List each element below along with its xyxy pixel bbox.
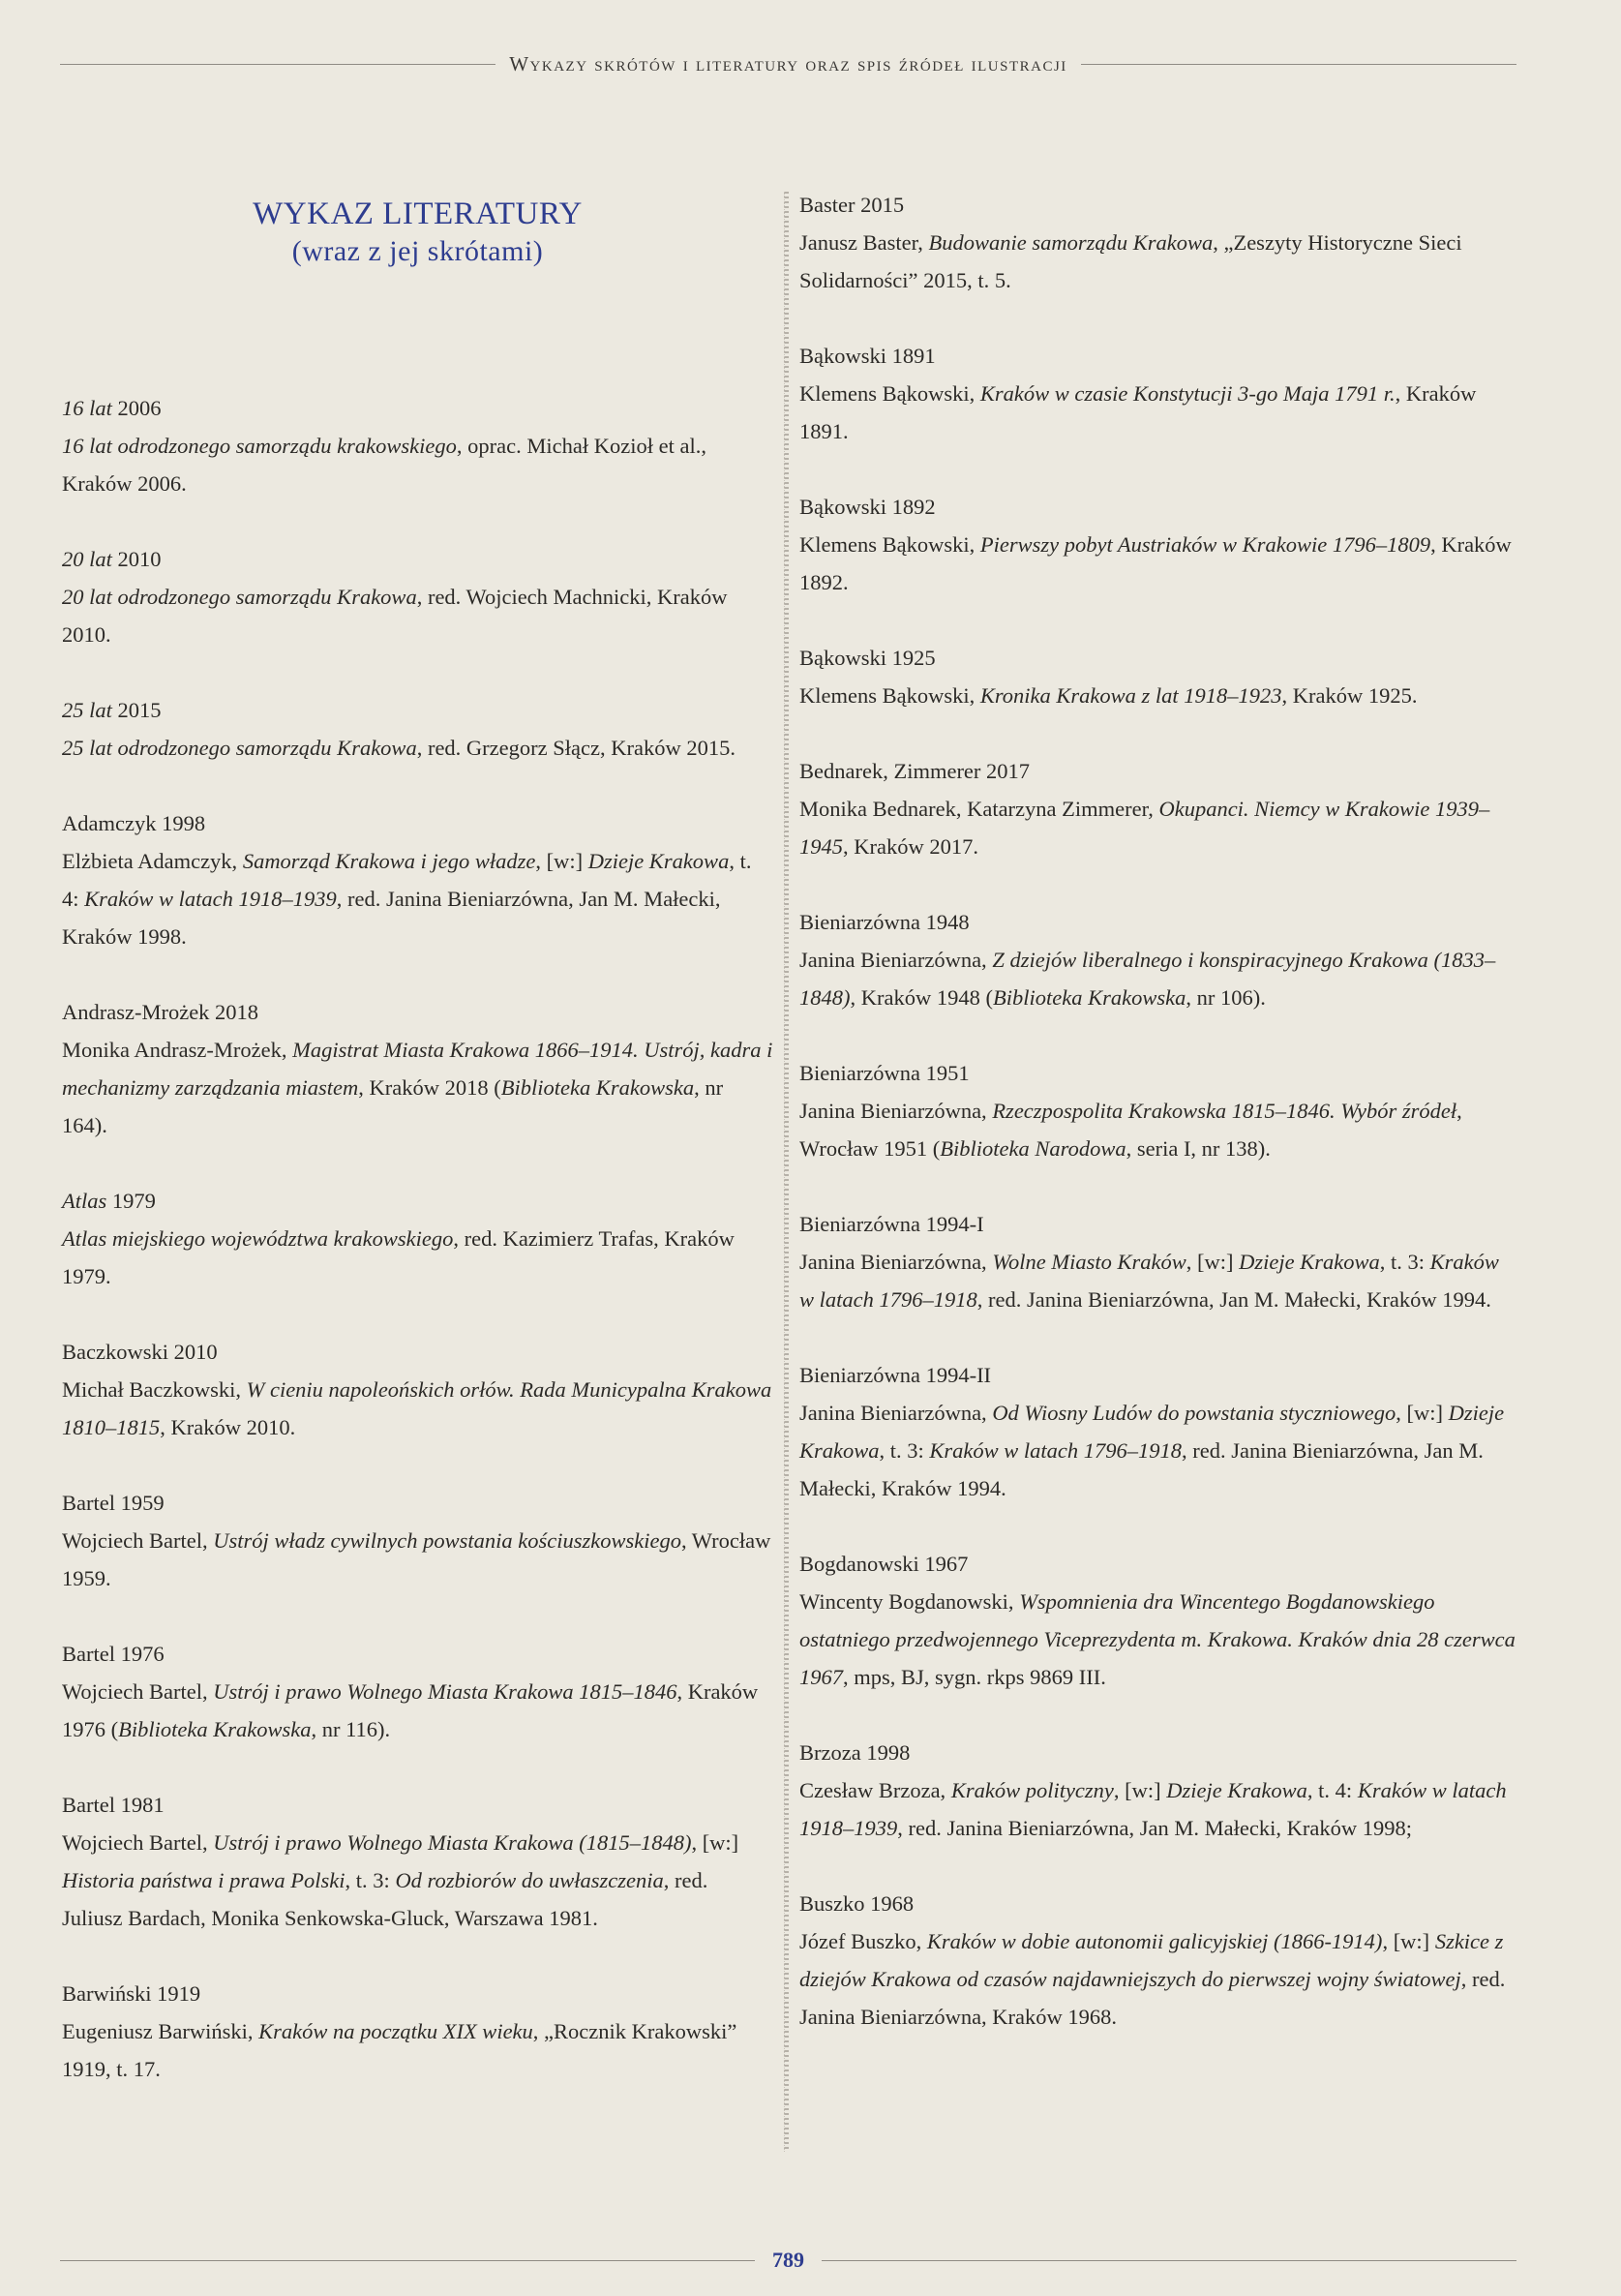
footer-rule-right [822, 2260, 1516, 2261]
running-head-text: Wykazy skrótów i literatury oraz spis źródeł ilustracji [509, 52, 1067, 76]
bibliography-entry [62, 691, 773, 767]
text-segment: , [w:] [1382, 1929, 1435, 1953]
text-segment: , red. Kazimierz Trafas, Kraków 1979. [62, 1226, 735, 1288]
entry-reference [799, 1583, 1516, 1696]
entry-abbreviation [799, 1054, 1516, 1092]
bibliography-entry [62, 993, 773, 1144]
text-segment: Baster 2015 [799, 193, 905, 217]
text-segment: Bąkowski 1892 [799, 495, 936, 519]
entry-abbreviation [62, 804, 773, 842]
right-column [799, 189, 1516, 2073]
entry-reference [62, 578, 773, 653]
bibliography-entry [62, 1975, 773, 2088]
text-segment: , red. Wojciech Machnicki, Kraków 2010. [62, 585, 728, 647]
italic-text: Biblioteka Krakowska [500, 1075, 695, 1100]
bibliography-entry [799, 1734, 1516, 1847]
entry-abbreviation [62, 1333, 773, 1371]
italic-text: Samorząd Krakowa i jego władze [242, 849, 536, 873]
italic-text: Ustrój władz cywilnych powstania kościuszkowskiego [213, 1528, 681, 1553]
entry-reference [62, 2012, 773, 2088]
entry-abbreviation [62, 1182, 773, 1220]
text-segment: , red. Janina Bieniarzówna, Jan M. Małecki, Kraków 1994. [976, 1287, 1491, 1312]
bibliography-entry [799, 488, 1516, 601]
text-segment: Bieniarzówna 1994-II [799, 1363, 992, 1387]
bibliography-entry [62, 389, 773, 502]
text-segment: 2006 [111, 396, 162, 420]
italic-text: 20 lat odrodzonego samorządu Krakowa [62, 585, 417, 609]
text-segment: , t. 3: [1379, 1250, 1430, 1274]
text-segment: Janina Bieniarzówna, [799, 1099, 993, 1123]
bibliography-entry [799, 1356, 1516, 1507]
italic-text: Biblioteka Krakowska [118, 1717, 312, 1741]
italic-text: 16 lat odrodzonego samorządu krakowskiego [62, 434, 457, 458]
entry-abbreviation [799, 639, 1516, 677]
italic-text: Kronika Krakowa z lat 1918–1923 [979, 683, 1282, 708]
entry-abbreviation [799, 1205, 1516, 1243]
italic-text: Kraków w czasie Konstytucji 3-go Maja 1791 r. [979, 381, 1396, 406]
italic-text: Kraków w latach 1918–1939 [799, 1778, 1507, 1840]
text-segment: Czesław Brzoza, [799, 1778, 951, 1802]
text-segment: Janusz Baster, [799, 230, 929, 255]
text-segment: , seria I, nr 138). [1126, 1136, 1271, 1161]
italic-text: Kraków w latach 1796–1918 [799, 1250, 1499, 1312]
entry-reference [62, 1824, 773, 1937]
bibliography-entry [62, 804, 773, 955]
entry-reference [799, 526, 1516, 601]
text-segment: , [w:] [1113, 1778, 1167, 1802]
text-segment: , t. 3: [345, 1868, 396, 1892]
text-segment: Klemens Bąkowski, [799, 381, 980, 406]
entry-reference [799, 1922, 1516, 2036]
text-segment: Adamczyk 1998 [62, 811, 206, 835]
entry-abbreviation [62, 1786, 773, 1824]
text-segment: Andrasz-Mrożek 2018 [62, 1000, 259, 1024]
italic-text: Budowanie samorządu Krakowa [928, 230, 1214, 255]
entry-reference [62, 1220, 773, 1295]
text-segment: Klemens Bąkowski, [799, 532, 980, 557]
text-segment: , „Zeszyty Historyczne Sieci Solidarności” 2015, t. 5. [799, 230, 1462, 292]
text-segment: Bartel 1959 [62, 1491, 165, 1515]
entry-abbreviation [62, 691, 773, 729]
text-segment: Monika Bednarek, Katarzyna Zimmerer, [799, 797, 1159, 821]
text-segment: Wojciech Bartel, [62, 1528, 214, 1553]
text-segment: Bąkowski 1891 [799, 344, 936, 368]
entry-abbreviation [62, 1484, 773, 1522]
text-segment: Bieniarzówna 1948 [799, 910, 970, 934]
text-segment: , Kraków 1892. [799, 532, 1512, 594]
text-segment: Bednarek, Zimmerer 2017 [799, 759, 1031, 783]
title-spacer [62, 270, 773, 389]
entry-reference [62, 427, 773, 502]
italic-text: Historia państwa i prawa Polski [62, 1868, 345, 1892]
text-segment: , mps, BJ, sygn. rkps 9869 III. [843, 1665, 1106, 1689]
entry-abbreviation [62, 993, 773, 1031]
bibliography-entry [62, 540, 773, 653]
text-segment: , Kraków 1925. [1281, 683, 1418, 708]
text-segment: Klemens Bąkowski, [799, 683, 980, 708]
bibliography-entry [799, 752, 1516, 865]
italic-text: Z dziejów liberalnego i konspiracyjnego Krakowa (1833–1848) [799, 948, 1496, 1010]
italic-text: 20 lat [62, 547, 112, 571]
text-segment: 2015 [111, 698, 162, 722]
entry-reference [62, 1371, 773, 1446]
italic-text: 25 lat [62, 698, 112, 722]
entry-abbreviation [799, 1734, 1516, 1771]
text-segment: , red. Janina Bieniarzówna, Kraków 1968. [799, 1967, 1506, 2029]
text-segment: , Kraków 1976 ( [62, 1679, 759, 1741]
italic-text: Wolne Miasto Kraków [992, 1250, 1186, 1274]
page-subtitle: (wraz z jej skrótami) [291, 235, 544, 267]
text-segment: Buszko 1968 [799, 1891, 915, 1916]
text-segment: , [w:] [1186, 1250, 1240, 1274]
italic-text: Od rozbiorów do uwłaszczenia [395, 1868, 664, 1892]
text-segment: , Wrocław 1959. [62, 1528, 771, 1590]
text-segment: , red. Janina Bieniarzówna, Jan M. Małecki, Kraków 1998. [62, 887, 721, 949]
entry-abbreviation [799, 1545, 1516, 1583]
bibliography-list-right [799, 186, 1516, 2036]
entry-reference [799, 375, 1516, 450]
text-segment: Elżbieta Adamczyk, [62, 849, 243, 873]
italic-text: Magistrat Miasta Krakowa 1866–1914. Ustrój, kadra i mechanizmy zarządzania miastem [62, 1038, 773, 1100]
italic-text: Okupanci. Niemcy w Krakowie 1939–1945 [799, 797, 1490, 859]
italic-text: Wspomnienia dra Wincentego Bogdanowskiego ostatniego przedwojennego Viceprezydenta m. Krakowa. Kraków dnia 28 czerwca 1967 [799, 1589, 1516, 1689]
text-segment: Bogdanowski 1967 [799, 1552, 969, 1576]
bibliography-entry [62, 1786, 773, 1937]
running-head [60, 52, 1516, 76]
text-segment: , red. Janina Bieniarzówna, Jan M. Małecki, Kraków 1994. [799, 1438, 1484, 1500]
entry-abbreviation [799, 337, 1516, 375]
italic-text: Dzieje Krakowa [1239, 1250, 1380, 1274]
text-segment: Wojciech Bartel, [62, 1679, 214, 1704]
entry-abbreviation [799, 1885, 1516, 1922]
column-divider [784, 192, 789, 2152]
text-segment: Bieniarzówna 1951 [799, 1061, 970, 1085]
entry-reference [799, 790, 1516, 865]
entry-reference [799, 1092, 1516, 1167]
text-segment: , nr 164). [62, 1075, 724, 1137]
text-segment: , nr 116). [311, 1717, 391, 1741]
text-segment: Eugeniusz Barwiński, [62, 2019, 259, 2043]
entry-abbreviation [799, 186, 1516, 224]
bibliography-entry [799, 639, 1516, 714]
text-segment: Brzoza 1998 [799, 1740, 911, 1765]
text-segment: Janina Bieniarzówna, [799, 1401, 993, 1425]
running-head-rule-left [60, 64, 495, 65]
entry-abbreviation [62, 1635, 773, 1673]
italic-text: Kraków na początku XIX wieku [258, 2019, 533, 2043]
text-segment: , t. 4: [62, 849, 752, 911]
page-title: WYKAZ LITERATURY [253, 196, 583, 231]
italic-text: Biblioteka Narodowa [940, 1136, 1126, 1161]
italic-text: Szkice z dziejów Krakowa od czasów najdawniejszych do pierwszej wojny światowej [799, 1929, 1504, 1991]
footer-rule-left [60, 2260, 755, 2261]
bibliography-entry [799, 1885, 1516, 2036]
italic-text: Kraków w latach 1796–1918 [929, 1438, 1183, 1463]
bibliography-entry [799, 1545, 1516, 1696]
text-segment: , red. Janina Bieniarzówna, Jan M. Małecki, Kraków 1998; [897, 1816, 1412, 1840]
bibliography-entry [62, 1635, 773, 1748]
entry-reference [62, 729, 773, 767]
text-segment: , nr 106). [1186, 985, 1266, 1010]
text-segment: , [w:] [691, 1830, 739, 1855]
entry-abbreviation [62, 540, 773, 578]
italic-text: 25 lat odrodzonego samorządu Krakowa [62, 736, 417, 760]
page-number: 789 [772, 2248, 804, 2272]
text-segment: Monika Andrasz-Mrożek, [62, 1038, 293, 1062]
text-segment: , Wrocław 1951 ( [799, 1099, 1462, 1161]
text-segment: , t. 4: [1306, 1778, 1358, 1802]
running-head-rule-right [1081, 64, 1516, 65]
text-segment: , Kraków 1948 ( [850, 985, 993, 1010]
text-segment: , Kraków 2018 ( [358, 1075, 501, 1100]
italic-text: Atlas miejskiego województwa krakowskiego [62, 1226, 454, 1251]
text-segment: Bartel 1981 [62, 1793, 165, 1817]
bibliography-entry [62, 1333, 773, 1446]
italic-text: Od Wiosny Ludów do powstania styczniowego [992, 1401, 1396, 1425]
text-segment: , „Rocznik Krakowski” 1919, t. 17. [62, 2019, 737, 2081]
entry-reference [799, 224, 1516, 299]
text-segment: , Kraków 2017. [843, 834, 978, 859]
text-segment: 2010 [111, 547, 162, 571]
bibliography-entry [62, 1182, 773, 1295]
text-segment: , [w:] [535, 849, 588, 873]
text-segment: Baczkowski 2010 [62, 1340, 218, 1364]
entry-abbreviation [799, 488, 1516, 526]
italic-text: Ustrój i prawo Wolnego Miasta Krakowa 1815–1846 [213, 1679, 677, 1704]
page-footer [60, 2248, 1516, 2273]
italic-text: Pierwszy pobyt Austriaków w Krakowie 1796–1809 [979, 532, 1431, 557]
bibliography-entry [799, 1054, 1516, 1167]
entry-abbreviation [799, 1356, 1516, 1394]
bibliography-entry [799, 186, 1516, 299]
entry-reference [62, 842, 773, 955]
entry-abbreviation [799, 903, 1516, 941]
italic-text: Dzieje Krakowa [587, 849, 730, 873]
text-segment: , [w:] [1396, 1401, 1449, 1425]
italic-text: Rzeczpospolita Krakowska 1815–1846. Wybór źródeł [992, 1099, 1457, 1123]
entry-reference [799, 1394, 1516, 1507]
italic-text: Ustrój i prawo Wolnego Miasta Krakowa (1815–1848) [213, 1830, 692, 1855]
entry-reference [799, 1771, 1516, 1847]
entry-reference [62, 1522, 773, 1597]
text-segment: Janina Bieniarzówna, [799, 948, 993, 972]
text-segment: Janina Bieniarzówna, [799, 1250, 993, 1274]
italic-text: Dzieje Krakowa [799, 1401, 1505, 1463]
text-segment: Bieniarzówna 1994-I [799, 1212, 984, 1236]
bibliography-entry [799, 903, 1516, 1016]
italic-text: Kraków w dobie autonomii galicyjskiej (1866-1914) [926, 1929, 1383, 1953]
entry-abbreviation [62, 1975, 773, 2012]
entry-reference [62, 1031, 773, 1144]
text-segment: Józef Buszko, [799, 1929, 927, 1953]
italic-text: Kraków w latach 1918–1939 [84, 887, 337, 911]
italic-text: Dzieje Krakowa [1166, 1778, 1307, 1802]
text-segment: , t. 3: [879, 1438, 930, 1463]
bibliography-entry [62, 1484, 773, 1597]
text-segment: Barwiński 1919 [62, 1981, 201, 2006]
entry-reference [799, 941, 1516, 1016]
entry-reference [62, 1673, 773, 1748]
left-column [62, 189, 773, 2126]
section-title [62, 189, 773, 270]
text-segment: Bąkowski 1925 [799, 646, 936, 670]
text-segment: Michał Baczkowski, [62, 1377, 247, 1402]
italic-text: Kraków polityczny [950, 1778, 1114, 1802]
text-segment: Wojciech Bartel, [62, 1830, 214, 1855]
entry-reference [799, 677, 1516, 714]
italic-text: W cieniu napoleońskich orłów. Rada Municypalna Krakowa 1810–1815 [62, 1377, 772, 1439]
text-segment: , Kraków 1891. [799, 381, 1477, 443]
text-segment: Bartel 1976 [62, 1642, 165, 1666]
italic-text: 16 lat [62, 396, 112, 420]
bibliography-list-left [62, 389, 773, 2088]
entry-reference [799, 1243, 1516, 1318]
text-segment: 1979 [106, 1189, 156, 1213]
text-segment: , red. Juliusz Bardach, Monika Senkowska-Gluck, Warszawa 1981. [62, 1868, 708, 1930]
italic-text: Atlas [62, 1189, 107, 1213]
italic-text: Biblioteka Krakowska [992, 985, 1186, 1010]
text-segment: , oprac. Michał Kozioł et al., Kraków 2006. [62, 434, 706, 496]
text-segment: , Kraków 2010. [160, 1415, 296, 1439]
bibliography-entry [799, 1205, 1516, 1318]
text-segment: , red. Grzegorz Słącz, Kraków 2015. [416, 736, 735, 760]
bibliography-entry [799, 337, 1516, 450]
text-segment: Wincenty Bogdanowski, [799, 1589, 1020, 1614]
entry-abbreviation [62, 389, 773, 427]
entry-abbreviation [799, 752, 1516, 790]
